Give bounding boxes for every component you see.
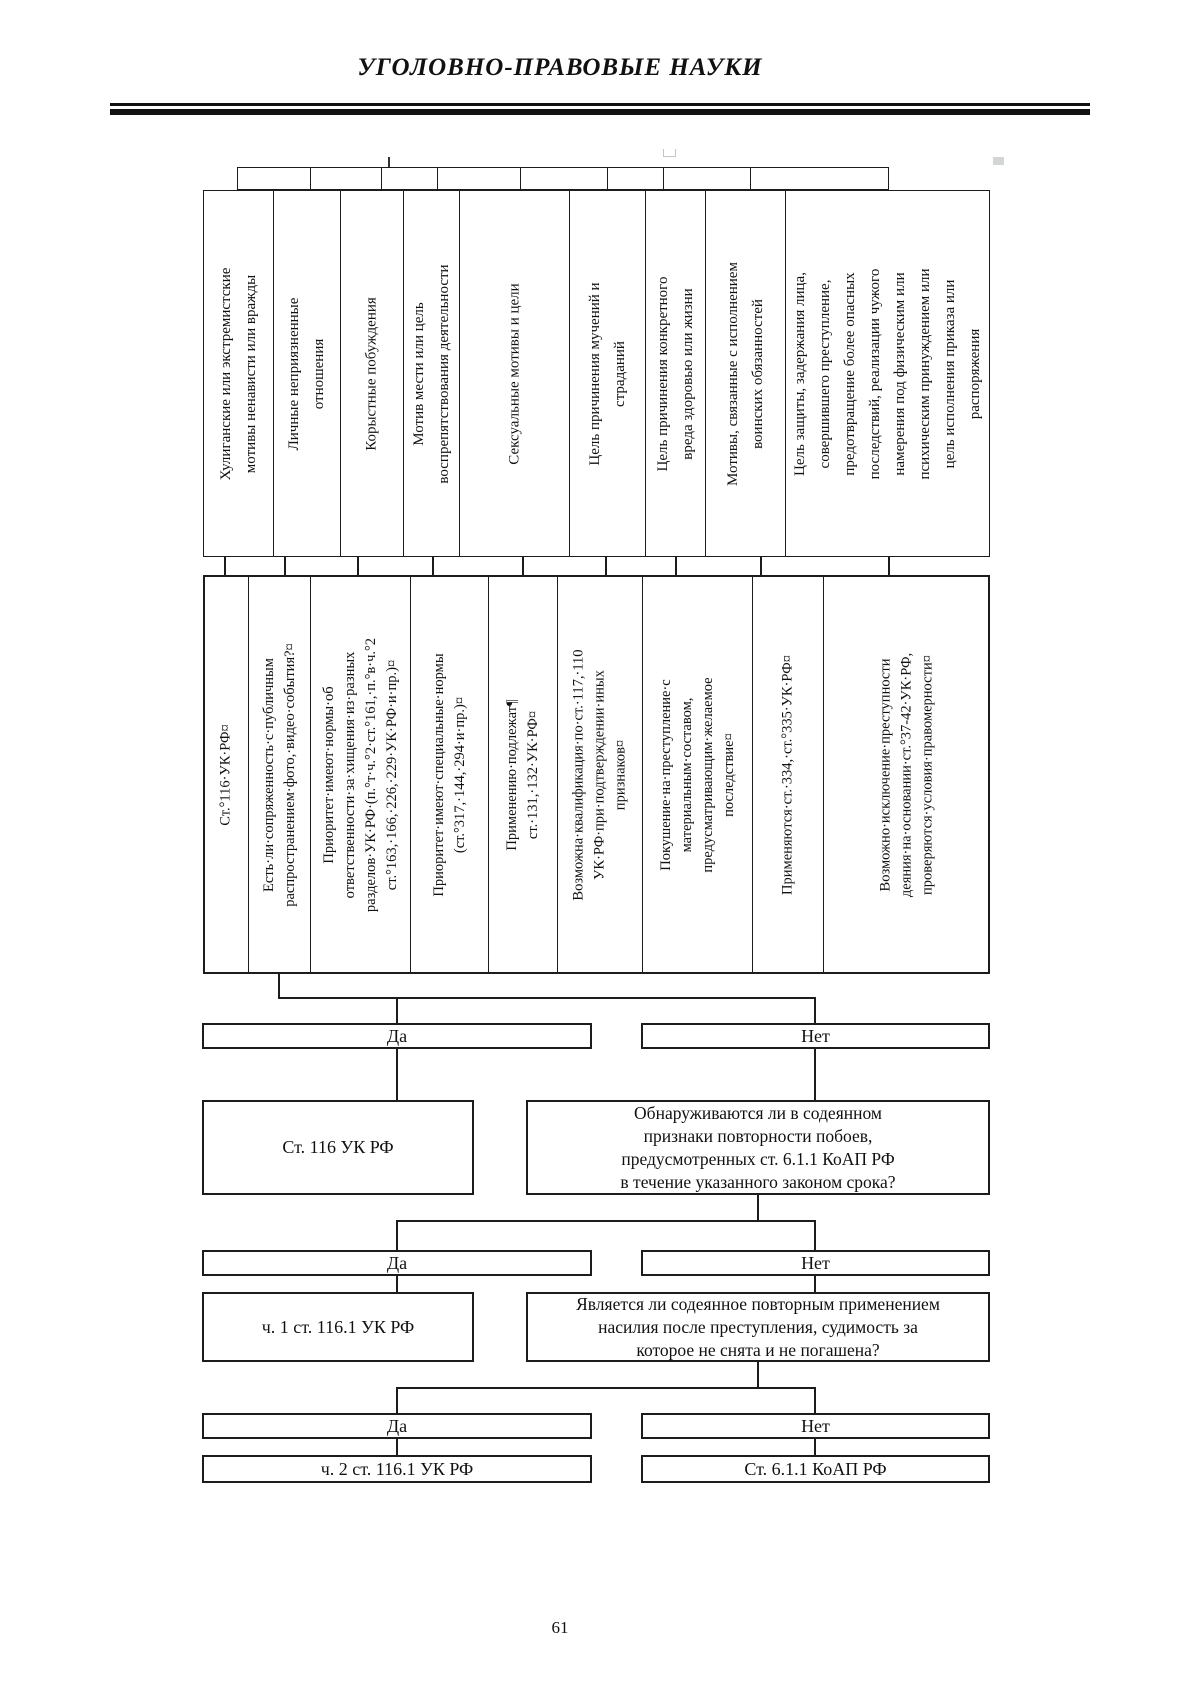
- connector-line: [284, 557, 286, 575]
- flow-line: [396, 997, 398, 1023]
- flow-line: [396, 1387, 816, 1389]
- norm-cell-117-110: [557, 575, 642, 974]
- norm-label: Возможно·исключение·преступности деяния·на·основании·ст.°37-42·УК·РФ, проверяются·условия·правомерности¤: [877, 652, 935, 897]
- anchor-square-artifact: [993, 157, 1004, 165]
- bracket-cell: [310, 167, 381, 190]
- flow-line: [396, 1220, 398, 1250]
- bracket-cell: [607, 167, 663, 190]
- bracket-cell: [437, 167, 520, 190]
- bracket-cell: [663, 167, 750, 190]
- connector-line: [357, 557, 359, 575]
- motive-cell-personal: [273, 190, 340, 557]
- flow-line: [814, 997, 816, 1023]
- motive-cell-revenge: [403, 190, 459, 557]
- motive-label: Цель защиты, задержания лица, совершившего преступление, предотвращение более опасных последствий, реализации чужого намерения под физическим или психическим принуждением или цель исполнения приказа или распоряжения: [791, 267, 983, 480]
- flow-line: [757, 1362, 759, 1387]
- motive-cell-mercenary: [340, 190, 403, 557]
- outcome-box-koap-6-1-1: Ст. 6.1.1 КоАП РФ: [641, 1455, 990, 1483]
- no-box-1: Нет: [641, 1023, 990, 1049]
- no-box-2: Нет: [641, 1250, 990, 1276]
- flow-line: [396, 1387, 398, 1413]
- motive-cell-military: [705, 190, 785, 557]
- header-rule-thin: [110, 103, 1090, 106]
- connector-line: [675, 557, 677, 575]
- connector-line: [605, 557, 607, 575]
- connector-line: [224, 557, 226, 575]
- norm-label: Ст.°116·УК·РФ¤: [217, 723, 234, 826]
- norm-label: Есть·ли·сопряженность·с·публичным распространением·фото,·видео·события?¤: [260, 642, 298, 907]
- norm-label: Приоритет·имеют·нормы·об ответственности·за·хищения·из·разных разделов·УК·РФ·(п.°т·ч.°2·ст.°161,·п.°в·ч.°2 ст.°163,·166,·226,·229·УК·РФ·и·пр.)¤: [320, 637, 400, 912]
- header-rule: [110, 103, 1090, 115]
- space-formatting-mark: [663, 149, 676, 157]
- yes-box-3: Да: [202, 1413, 592, 1439]
- no-box-3: Нет: [641, 1413, 990, 1439]
- motive-label: Хулиганские или экстремистские мотивы ненависти или вражды: [217, 267, 259, 480]
- flow-line: [396, 1439, 398, 1455]
- outcome-box-ch1-st116-1: ч. 1 ст. 116.1 УК РФ: [202, 1292, 474, 1362]
- motive-label: Цель причинения мучений и страданий: [586, 281, 628, 466]
- norm-label: Возможна·квалификация·по·ст.·117,·110 УК·РФ·при·подтверждении·иных признаков¤: [570, 648, 629, 901]
- flow-line: [278, 974, 280, 997]
- connector-line: [888, 557, 890, 575]
- flow-line: [757, 1195, 759, 1220]
- flow-line: [814, 1276, 816, 1292]
- flow-line: [814, 1220, 816, 1250]
- norm-cell-attempt: [642, 575, 752, 974]
- bracket-cell: [381, 167, 437, 190]
- motive-label: Цель причинения конкретного вреда здоровью или жизни: [654, 276, 696, 471]
- header-rule-thick: [110, 109, 1090, 115]
- norm-cell-131-132: [488, 575, 557, 974]
- norm-cell-theft: [310, 575, 410, 974]
- yes-box-1: Да: [202, 1023, 592, 1049]
- motive-label: Сексуальные мотивы и цели: [506, 282, 522, 465]
- motive-label: Мотив мести или цель воспрепятствования деятельности: [410, 263, 452, 484]
- motive-cell-specific-harm: [645, 190, 705, 557]
- flow-line: [814, 1387, 816, 1413]
- outcome-box-ch2-st116-1: ч. 2 ст. 116.1 УК РФ: [202, 1455, 592, 1483]
- connector-line: [760, 557, 762, 575]
- bracket-cell: [520, 167, 607, 190]
- norm-cell-special: [410, 575, 488, 974]
- norm-label: Применению·подлежат¶ ст.·131,·132·УК·РФ¤: [504, 698, 541, 851]
- motive-label: Личные неприязненные отношения: [286, 297, 327, 450]
- outcome-box-st116: Ст. 116 УК РФ: [202, 1100, 474, 1195]
- norm-cell-st116: [203, 575, 248, 974]
- motive-label: Корыстные побуждения: [363, 296, 380, 451]
- motive-cell-hooligan: [203, 190, 273, 557]
- question-box-repetition: Обнаруживаются ли в содеянном признаки повторности побоев, предусмотренных ст. 6.1.1 КоАП РФ в течение указанного законом срока?: [526, 1100, 990, 1195]
- norm-label: Покушение·на·преступление·с материальным·составом, предусматривающим·желаемое последствие¤: [657, 676, 737, 873]
- yes-box-2: Да: [202, 1250, 592, 1276]
- motive-cell-defense: [785, 190, 990, 557]
- motive-cell-torment: [569, 190, 645, 557]
- bracket-cell: [237, 167, 310, 190]
- norm-label: Применяются·ст.·334,·ст.°335·УК·РФ¤: [779, 654, 796, 895]
- motive-label: Мотивы, связанные с исполнением воинских обязанностей: [724, 261, 766, 486]
- norm-cell-public-question: [248, 575, 310, 974]
- flow-line: [814, 1049, 816, 1100]
- motive-cell-sexual: [459, 190, 569, 557]
- flow-line: [278, 997, 816, 999]
- norm-label: Приоритет·имеют·специальные·нормы (ст.°317,·144,·294·и·пр.)¤: [430, 652, 468, 897]
- flow-line: [814, 1439, 816, 1455]
- page-title: УГОЛОВНО-ПРАВОВЫЕ НАУКИ: [357, 54, 763, 81]
- flow-line: [396, 1276, 398, 1292]
- flow-line: [396, 1049, 398, 1100]
- connector-line: [432, 557, 434, 575]
- question-box-recidivism: Является ли содеянное повторным применением насилия после преступления, судимость за которое не снята и не погашена?: [526, 1292, 990, 1362]
- page-number: 61: [551, 1618, 569, 1637]
- norm-cell-334-335: [752, 575, 823, 974]
- connector-line: [522, 557, 524, 575]
- norm-cell-37-42: [823, 575, 990, 974]
- bracket-cell: [750, 167, 889, 190]
- flow-line: [396, 1220, 816, 1222]
